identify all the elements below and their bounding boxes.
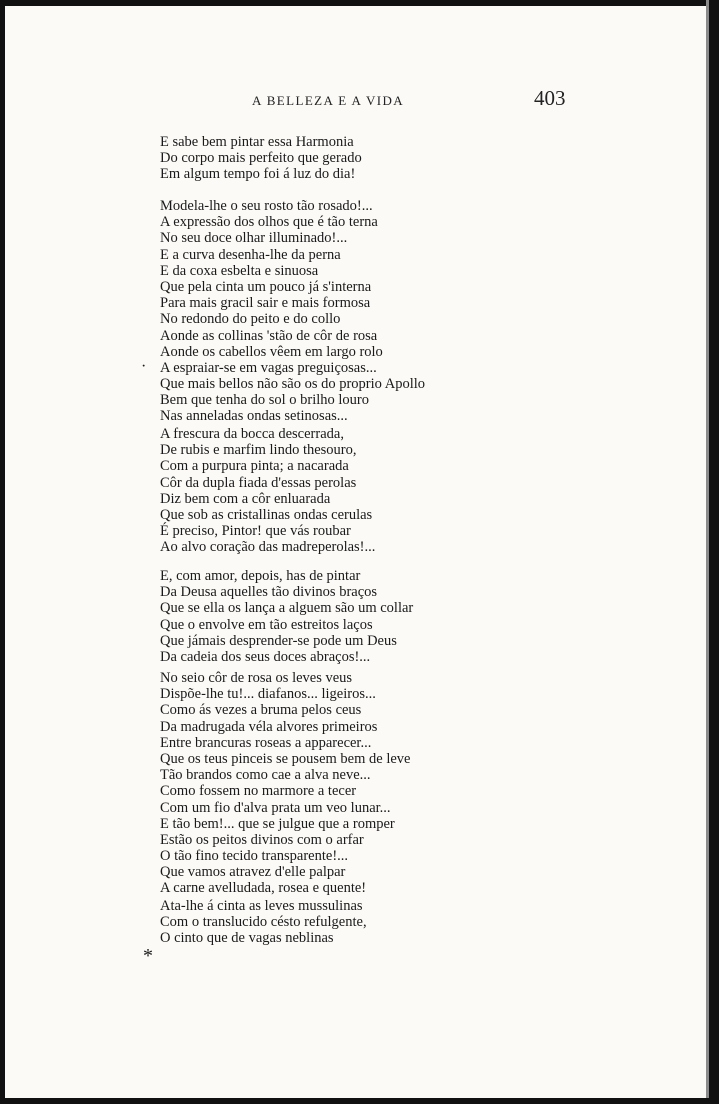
poem-line: A frescura da bocca descerrada, <box>160 426 344 442</box>
poem-line: Modela-lhe o seu rosto tão rosado!... <box>160 198 373 214</box>
poem-line: Que o envolve em tão estreitos laços <box>160 616 373 633</box>
scan-border-right <box>709 0 719 1104</box>
poem-line: Como fossem no marmore a tecer <box>160 783 357 800</box>
stanza-4 <box>160 568 413 665</box>
poem-line: Que os teus pinceis se pousem bem de leve <box>160 750 411 767</box>
running-title: A BELLEZA E A VIDA <box>252 93 405 108</box>
poem-line: Em algum tempo foi á luz do dia! <box>160 166 356 183</box>
poem-line: Ata-lhe á cinta as leves mussulinas <box>160 898 363 914</box>
poem-line: Do corpo mais perfeito que gerado <box>160 150 362 167</box>
poem-line: Tão brandos como cae a alva neve... <box>160 767 371 784</box>
poem-line: Para mais gracil sair e mais formosa <box>160 295 371 312</box>
poem-line: Nas anneladas ondas setinosas... <box>160 408 348 425</box>
poem-line: E da coxa esbelta e sinuosa <box>160 262 319 279</box>
poem-line: Côr da dupla fiada d'essas perolas <box>160 474 357 491</box>
poem-line: Que vamos atravez d'elle palpar <box>160 864 346 881</box>
poem-line: No redondo do peito e do collo <box>160 311 341 328</box>
stanza-3 <box>160 426 375 556</box>
poem-line: No seio côr de rosa os leves veus <box>160 670 353 686</box>
stanza-2 <box>160 198 425 425</box>
poem-line: Da cadeia dos seus doces abraços!... <box>160 648 371 665</box>
poem-line: Que se ella os lança a alguem são um collar <box>160 600 414 617</box>
poem-line: Dispõe-lhe tu!... diafanos... ligeiros... <box>160 686 376 703</box>
scan-border-left <box>0 0 5 1104</box>
poem-line: Aonde as collinas 'stão de côr de rosa <box>160 327 378 344</box>
poem-line: E tão bem!... que se julgue que a romper <box>160 815 395 832</box>
stanza-5 <box>160 670 410 897</box>
poem-line: Com a purpura pinta; a nacarada <box>160 458 349 475</box>
scan-border-bottom <box>0 1098 719 1104</box>
poem-line: Diz bem com a côr enluarada <box>160 490 331 507</box>
poem-line: Que jámais desprender-se pode um Deus <box>160 632 397 649</box>
margin-dot: · <box>141 358 147 375</box>
poem-line: Da madrugada véla alvores primeiros <box>160 718 378 735</box>
poem-line: Estão os peitos divinos com o arfar <box>160 831 364 848</box>
scan-border-right-inner <box>706 0 709 1104</box>
poem-line: Bem que tenha do sol o brilho louro <box>160 392 370 409</box>
poem-line: Com um fio d'alva prata um veo lunar... <box>160 799 391 816</box>
poem-line: Com o translucido césto refulgente, <box>160 914 367 931</box>
poem-line: Ao alvo coração das madreperolas!... <box>160 539 376 556</box>
poem-line: E, com amor, depois, has de pintar <box>160 568 361 584</box>
page-number: 403 <box>534 86 566 110</box>
poem-line: Que mais bellos não são os do proprio Apollo <box>160 376 426 393</box>
poem-line: A espraiar-se em vagas preguiçosas... <box>160 359 377 376</box>
poem-line: De rubis e marfim lindo thesouro, <box>160 442 357 459</box>
stanza-1 <box>160 134 362 183</box>
stanza-6 <box>160 898 367 947</box>
scan-border-top <box>0 0 719 6</box>
poem-line: Que sob as cristallinas ondas cerulas <box>160 506 373 523</box>
poem-line: E a curva desenha-lhe da perna <box>160 246 341 263</box>
poem-line: Entre brancuras roseas a apparecer... <box>160 734 372 751</box>
poem-line: E sabe bem pintar essa Harmonia <box>160 134 354 150</box>
poem-line: O tão fino tecido transparente!... <box>160 848 349 865</box>
poem-line: Da Deusa aquelles tão divinos braços <box>160 584 378 601</box>
poem-line: No seu doce olhar illuminado!... <box>160 230 348 247</box>
poem-line: Como ás vezes a bruma pelos ceus <box>160 702 362 719</box>
poem-line: A expressão dos olhos que é tão terna <box>160 214 378 231</box>
poem-line: É preciso, Pintor! que vás roubar <box>160 523 351 540</box>
poem-line: Aonde os cabellos vêem em largo rolo <box>160 343 383 360</box>
poem-line: Que pela cinta um pouco já s'interna <box>160 278 372 295</box>
poem-line: O cinto que de vagas neblinas <box>160 930 334 947</box>
signature-asterisk: * <box>143 945 153 967</box>
poem-line: A carne avelludada, rosea e quente! <box>160 880 367 897</box>
